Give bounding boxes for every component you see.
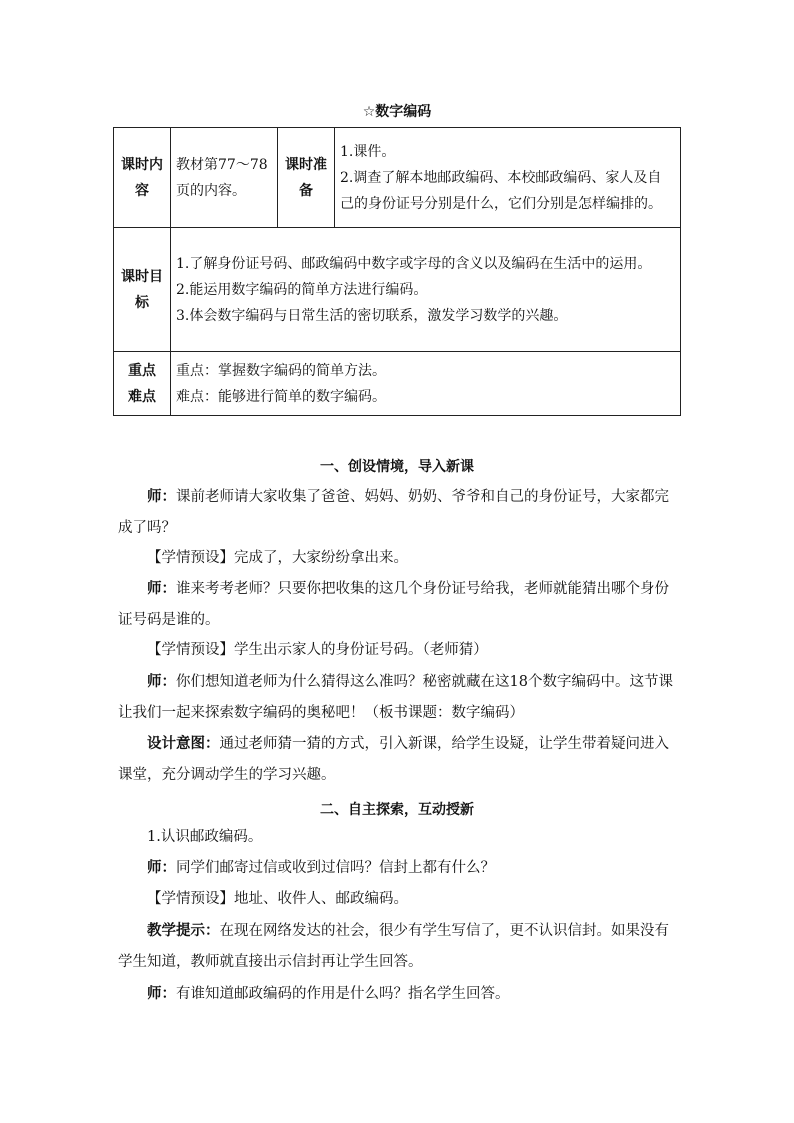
paragraph (118, 884, 678, 915)
paragraph (118, 979, 678, 1010)
paragraph (118, 635, 678, 666)
speaker-label: 设计意图： (147, 736, 220, 752)
section-heading: 二、自主探索，互动授新 (320, 802, 474, 818)
prep-item: 2.调查了解本地邮政编码、本校邮政编码、家人及自己的身份证号分别是什么，它们分别是怎样编排的。 (340, 169, 662, 212)
speaker-label: 【学情预设】 (147, 550, 234, 566)
lesson-prep-cell (335, 128, 681, 228)
speaker-label: 【学情预设】 (147, 891, 234, 907)
lesson-goals-cell (171, 228, 681, 352)
key-point: 重点：掌握数字编码的简单方法。 (176, 362, 386, 379)
paragraph-text: 课前老师请大家收集了爸爸、妈妈、奶奶、爷爷和自己的身份证号，大家都完成了吗？ (118, 489, 669, 536)
goal-item: 3.体会数字编码与日常生活的密切联系，激发学习数学的兴趣。 (176, 307, 568, 324)
paragraph-text: 有谁知道邮政编码的作用是什么吗？指名学生回答。 (176, 986, 510, 1002)
goal-item: 1.了解身份证号码、邮政编码中数字或字母的含义以及编码在生活中的运用。 (176, 255, 652, 272)
paragraph-text: 1.认识邮政编码。 (147, 829, 263, 845)
header-lesson-content: 课时内容 (114, 128, 171, 228)
paragraph-text: 学生出示家人的身份证号码。（老师猜） (234, 642, 488, 658)
speaker-label: 师： (147, 860, 176, 876)
prep-item: 1.课件。 (340, 143, 396, 160)
header-difficult: 难点 (128, 388, 156, 405)
paragraph (118, 543, 678, 574)
speaker-label: 师： (147, 986, 176, 1002)
header-key: 重点 (128, 362, 156, 379)
paragraph (118, 482, 678, 544)
paragraph-text: 你们想知道老师为什么猜得这么准吗？秘密就藏在这18个数字编码中。这节课让我们一起来探索数字编码的奥秘吧！（板书课题：数字编码） (118, 674, 673, 721)
paragraph-text: 完成了，大家纷纷拿出来。 (234, 550, 408, 566)
table-row (114, 128, 681, 228)
paragraph (118, 822, 678, 853)
lesson-title: ☆数字编码 (362, 104, 432, 120)
paragraph-text: 通过老师猜一猜的方式，引入新课，给学生设疑，让学生带着疑问进入课堂，充分调动学生的学习兴趣。 (118, 736, 669, 783)
speaker-label: 师： (147, 489, 176, 505)
difficult-point: 难点：能够进行简单的数字编码。 (176, 388, 386, 405)
speaker-label: 师： (147, 581, 176, 597)
paragraph (118, 916, 678, 978)
paragraph (118, 574, 678, 636)
header-lesson-goals: 课时目标 (114, 228, 171, 352)
speaker-label: 【学情预设】 (147, 642, 234, 658)
paragraph-text: 在现在网络发达的社会，很少有学生写信了，更不认识信封。如果没有学生知道，教师就直接出示信封再让学生回答。 (118, 923, 669, 970)
paragraph (118, 853, 678, 884)
table-row (114, 228, 681, 352)
lesson-info-table (113, 127, 681, 416)
lesson-content-cell: 教材第77～78页的内容。 (171, 128, 278, 228)
paragraph-text: 地址、收件人、邮政编码。 (234, 891, 408, 907)
paragraph-text: 谁来考考老师？只要你把收集的这几个身份证号给我，老师就能猜出哪个身份证号码是谁的。 (118, 581, 669, 628)
table-row (114, 352, 681, 416)
header-key-difficult (114, 352, 171, 416)
goal-item: 2.能运用数字编码的简单方法进行编码。 (176, 281, 428, 298)
header-lesson-prep: 课时准备 (278, 128, 335, 228)
paragraph (118, 667, 678, 729)
section-heading: 一、创设情境，导入新课 (320, 459, 474, 475)
speaker-label: 教学提示： (147, 923, 220, 939)
key-difficult-cell (171, 352, 681, 416)
paragraph-text: 同学们邮寄过信或收到过信吗？信封上都有什么？ (176, 860, 495, 876)
paragraph (118, 729, 678, 791)
speaker-label: 师： (147, 674, 176, 690)
